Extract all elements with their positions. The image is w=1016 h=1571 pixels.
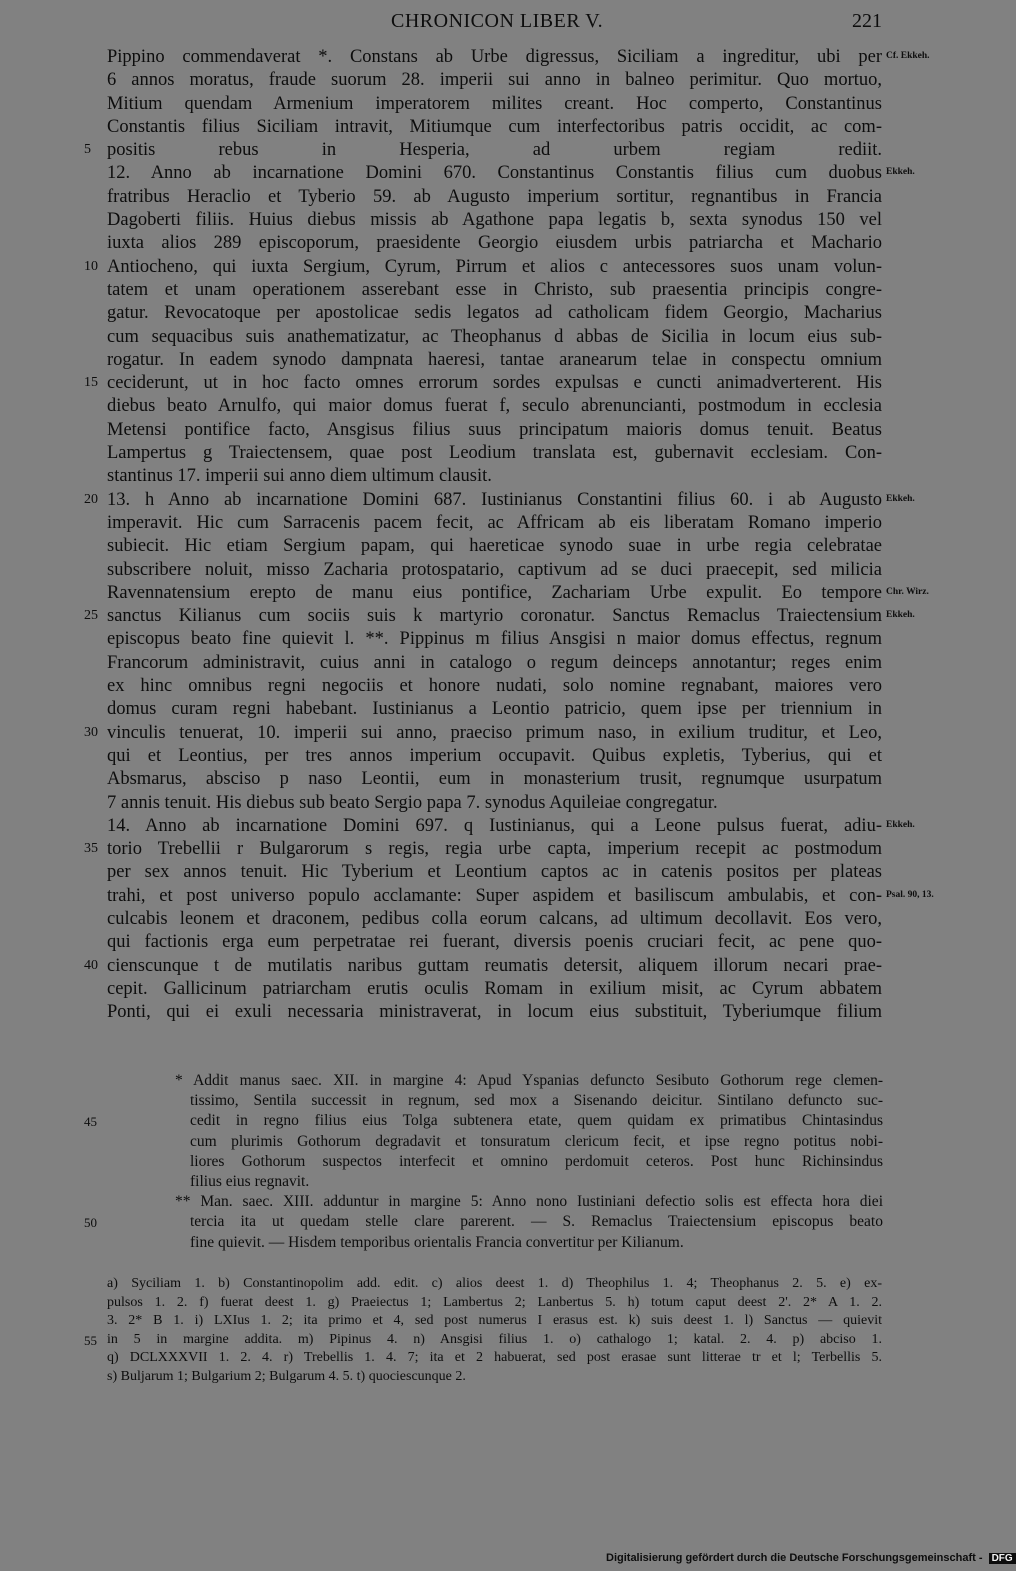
- line-number: 20: [84, 491, 98, 507]
- margin-source: Psal. 90, 13.: [886, 889, 934, 900]
- text-line: [0, 1152, 1000, 1172]
- text-line: [0, 442, 1000, 465]
- text-line: [0, 1111, 1000, 1131]
- margin-source: Chr. Wirz.: [886, 586, 929, 597]
- line-text: imperavit. Hic cum Sarracenis pacem fecit, ac Affricam ab eis liberatam Romano imperio: [107, 512, 882, 533]
- text-line: [0, 559, 1000, 582]
- line-text: episcopus beato fine quievit l. **. Pippinus m filius Ansgisi n maior domus effectus, regnum: [107, 629, 882, 650]
- line-number: 10: [84, 258, 98, 274]
- line-text: cedit in regno filius eius Tolga subtenera etate, quem quidam ex primatibus Chintasindus: [190, 1112, 883, 1130]
- text-line: [0, 582, 1000, 605]
- text-line: [0, 1331, 1000, 1350]
- line-number: 25: [84, 608, 98, 624]
- line-text: filius eius regnavit.: [190, 1172, 310, 1190]
- text-line: [0, 162, 1000, 185]
- line-text: ** Man. saec. XIII. adduntur in margine 5: Anno nono Iustiniani defectio solis est effecta hora diei: [175, 1193, 883, 1211]
- text-line: [0, 489, 1000, 512]
- line-text: cum sequacibus suis anathematizatur, ac Theophanus d abbas de Sicilia in locum eius sub-: [107, 326, 882, 347]
- line-text: Ponti, qui ei exuli necessaria ministraverat, in locum eius substituit, Tyberiumque filium: [107, 1002, 882, 1023]
- line-text: tissimo, Sentila successit in regnum, sed mox a Sisenando deicitur. Sintilano defuncto suc-: [190, 1092, 883, 1110]
- text-line: [0, 209, 1000, 232]
- text-line: [0, 1001, 1000, 1024]
- line-text: positis rebus in Hesperia, ad urbem regiam rediit.: [107, 140, 882, 161]
- line-text: 7 annis tenuit. His diebus sub beato Sergio papa 7. synodus Aquileiae congregatur.: [107, 792, 718, 813]
- line-text: gatur. Revocatoque per apostolicae sedis legatos ad catholicam fidem Georgio, Macharius: [107, 303, 882, 324]
- line-text: cienscunque t de mutilatis naribus guttam reumatis detersit, aliquem illorum necari prae-: [107, 955, 882, 976]
- margin-source: Ekkeh.: [886, 167, 915, 178]
- text-line: [0, 698, 1000, 721]
- text-line: [0, 256, 1000, 279]
- text-line: [0, 1368, 1000, 1387]
- text-line: [0, 1312, 1000, 1331]
- line-text: 12. Anno ab incarnatione Domini 670. Constantinus Constantis filius cum duobus: [107, 163, 882, 184]
- line-text: sanctus Kilianus cum sociis suis k martyrio coronatur. Sanctus Remaclus Traiectensium: [107, 606, 882, 627]
- line-text: s) Buljarum 1; Bulgarium 2; Bulgarum 4. 5. t) quociescunque 2.: [107, 1368, 466, 1384]
- line-text: culcabis leonem et draconem, pedibus colla eorum calcans, ad ultimum decollavit. Eos vero,: [107, 908, 882, 929]
- text-line: [0, 745, 1000, 768]
- line-text: * Addit manus saec. XII. in margine 4: Apud Yspanias defuncto Sesibuto Gothorum rege clemen-: [175, 1072, 883, 1089]
- line-text: 14. Anno ab incarnatione Domini 697. q Iustinianus, qui a Leone pulsus fuerat, adiu-: [107, 815, 882, 836]
- line-text: diebus beato Arnulfo, qui maior domus fuerat f, seculo abrenuncianti, postmodum in ecclesia: [107, 396, 882, 417]
- line-text: rogatur. In eadem synodo dampnata haeresi, tantae aranearum telae in conspectu omnium: [107, 349, 882, 370]
- footer-credit-text: Digitalisierung gefördert durch die Deutsche Forschungsgemeinschaft -: [606, 1552, 983, 1564]
- text-line: [0, 1349, 1000, 1368]
- line-text: Metensi pontifice facto, Ansgisus filius suus principatum maioris domus tenuit. Beatus: [107, 419, 882, 440]
- line-text: Antiocheno, qui iuxta Sergium, Cyrum, Pirrum et alios c antecessores suos unam volun-: [107, 256, 882, 277]
- text-line: [0, 93, 1000, 116]
- line-text: pulsos 1. 2. f) fuerat deest 1. g) Praeiectus 1; Lambertus 2; Lanbertus 5. h) totum caput deest 2'. 2* A 1. 2.: [107, 1294, 882, 1310]
- text-line: [0, 1233, 1000, 1253]
- line-text: ex hinc omnibus regni negociis et honore nudati, solo nomine regnabant, maiores vero: [107, 676, 882, 697]
- dfg-logo: DFG: [989, 1553, 1016, 1564]
- margin-source: Ekkeh.: [886, 493, 915, 504]
- text-line: [0, 69, 1000, 92]
- line-text: tercia ita ut quedam stelle clare parerent. — S. Remaclus Traiectensium episcopus beato: [190, 1213, 883, 1231]
- line-text: Dagoberti filiis. Huius diebus missis ab Agathone papa legatis b, sexta synodus 150 vel: [107, 210, 882, 231]
- text-line: [0, 1192, 1000, 1212]
- line-text: fine quievit. — Hisdem temporibus orientalis Francia convertitur per Kilianum.: [190, 1233, 684, 1251]
- text-line: [0, 279, 1000, 302]
- text-line: [0, 628, 1000, 651]
- text-line: [0, 512, 1000, 535]
- text-line: [0, 46, 1000, 69]
- line-text: Pippino commendaverat *. Constans ab Urbe digressus, Siciliam a ingreditur, ubi per: [107, 47, 882, 67]
- variant-readings: [0, 1275, 1000, 1387]
- line-text: cepit. Gallicinum patriarcham erutis oculis Romam in exilium misit, ac Cyrum abbatem: [107, 978, 882, 999]
- text-line: [0, 535, 1000, 558]
- text-line: [0, 1275, 1000, 1294]
- line-text: torio Trebellii r Bulgarorum s regis, regia urbe capta, imperium recepit ac postmodum: [107, 839, 882, 860]
- line-text: subiecit. Hic etiam Sergium papam, qui haereticae synodo suae in urbe regia celebratae: [107, 536, 882, 557]
- text-line: [0, 955, 1000, 978]
- text-line: [0, 465, 1000, 488]
- line-text: liores Gothorum suspectos interfecit et omnino perdomuit ceteros. Post hunc Richinsindus: [190, 1152, 883, 1170]
- margin-source: Ekkeh.: [886, 819, 915, 830]
- text-line: [0, 908, 1000, 931]
- line-text: iuxta alios 289 episcoporum, praesidente Georgio eiusdem urbis patriarcha et Machario: [107, 233, 882, 254]
- text-line: [0, 861, 1000, 884]
- text-line: [0, 931, 1000, 954]
- line-number: 50: [84, 1215, 97, 1231]
- line-text: per sex annos tenuit. Hic Tyberium et Leontium captos ac in catenis positos per plateas: [107, 862, 882, 883]
- line-text: qui et Leontius, per tres annos imperium occupavit. Quibus expletis, Tyberius, qui et: [107, 745, 882, 766]
- text-line: [0, 1294, 1000, 1313]
- text-line: [0, 326, 1000, 349]
- margin-source: Ekkeh.: [886, 610, 915, 621]
- line-text: tatem et unam operationem asserebant esse in Christo, sub praesentia principis congre-: [107, 279, 882, 300]
- line-text: ceciderunt, ut in hoc facto omnes errorum sordes expulsas e cuncti animadverterent. His: [107, 373, 882, 394]
- text-line: [0, 605, 1000, 628]
- running-head-title: CHRONICON LIBER V.: [391, 10, 604, 32]
- line-text: Absmarus, absciso p naso Leontii, eum in monasterium trusit, regnumque usurpatum: [107, 769, 882, 790]
- line-number: 40: [84, 957, 98, 973]
- line-number: 35: [84, 841, 98, 857]
- text-line: [0, 1091, 1000, 1111]
- text-line: [0, 349, 1000, 372]
- text-line: [0, 768, 1000, 791]
- line-text: Ravennatensium erepto de manu eius pontifice, Zachariam Urbe expulit. Eo tempore: [107, 582, 882, 603]
- text-line: [0, 838, 1000, 861]
- line-text: Francorum administravit, cuius anni in catalogo o regum deinceps annotantur; reges enim: [107, 652, 882, 673]
- line-text: stantinus 17. imperii sui anno diem ultimum clausit.: [107, 466, 492, 487]
- line-text: subscribere noluit, misso Zacharia protospatario, captivum ad se duci praecepit, sed milicia: [107, 559, 882, 580]
- line-text: Lampertus g Traiectensem, quae post Leodium translata est, gubernavit ecclesiam. Con-: [107, 443, 882, 464]
- text-line: [0, 652, 1000, 675]
- text-line: [0, 675, 1000, 698]
- line-text: domus curam regni habebant. Iustinianus a Leontio patricio, quem ipse per triennium in: [107, 699, 882, 720]
- line-text: cum plurimis Gothorum degradavit et tonsuratum clericum fecit, et ipse regno potitus nobi-: [190, 1132, 883, 1150]
- line-text: in 5 in margine addita. m) Pipinus 4. n) Ansgisi filius 1. o) cathalogo 1; katal. 2. 4. p) abciso 1.: [107, 1331, 882, 1347]
- text-line: [0, 1071, 1000, 1091]
- text-line: [0, 1212, 1000, 1232]
- text-line: [0, 139, 1000, 162]
- footer-credit: [606, 1552, 1013, 1568]
- page-number: 221: [852, 10, 882, 32]
- text-line: [0, 419, 1000, 442]
- text-line: [0, 978, 1000, 1001]
- line-number: 30: [84, 724, 98, 740]
- text-line: [0, 722, 1000, 745]
- line-text: Constantis filius Siciliam intravit, Mitiumque cum interfectoribus patris occidit, ac com-: [107, 116, 882, 137]
- line-number: 55: [84, 1332, 97, 1348]
- line-number: 45: [84, 1114, 97, 1130]
- line-text: fratribus Heraclio et Tyberio 59. ab Augusto imperium sortitur, regnantibus in Francia: [107, 186, 882, 207]
- line-text: q) DCLXXXVII 1. 2. 4. r) Trebellis 1. 4. 7; ita et 2 habuerat, sed post erasae sunt litterae tr et l; Terbellis 5.: [107, 1350, 882, 1366]
- line-text: vinculis tenuerat, 10. imperii sui anno, praeciso primum naso, in exilium truditur, et Leo,: [107, 722, 882, 743]
- text-line: [0, 815, 1000, 838]
- line-text: a) Syciliam 1. b) Constantinopolim add. edit. c) alios deest 1. d) Theophilus 1. 4; Theophanus 2. 5. e) ex-: [107, 1276, 882, 1291]
- line-text: trahi, et post universo populo acclamante: Super aspidem et basiliscum ambulabis, et con-: [107, 885, 882, 906]
- line-text: qui factionis erga eum perpetratae rei fuerant, diversis poenis cruciari fecit, ac pene quo-: [107, 932, 882, 953]
- line-text: 3. 2* B 1. i) LXIus 1. 2; ita primo et 4, sed post numerus I erasus est. k) suis deest 1. l) Sanctus — quievit: [107, 1313, 882, 1329]
- text-line: [0, 186, 1000, 209]
- text-line: [0, 232, 1000, 255]
- text-line: [0, 116, 1000, 139]
- text-line: [0, 372, 1000, 395]
- line-text: 13. h Anno ab incarnatione Domini 687. Iustinianus Constantini filius 60. i ab Augusto: [107, 489, 882, 510]
- running-head: [0, 10, 1000, 40]
- line-text: 6 annos moratus, fraude suorum 28. imperii sui anno in balneo perimitur. Quo mortuo,: [107, 70, 882, 91]
- text-line: [0, 1132, 1000, 1152]
- line-text: Mitium quendam Armenium imperatorem milites creant. Hoc comperto, Constantinus: [107, 93, 882, 114]
- line-number: 15: [84, 375, 98, 391]
- text-line: [0, 302, 1000, 325]
- text-line: [0, 1172, 1000, 1192]
- main-text: [0, 46, 1000, 1024]
- text-line: [0, 792, 1000, 815]
- marginal-notes: [0, 1071, 1000, 1253]
- margin-source: Cf. Ekkeh.: [886, 51, 930, 61]
- text-line: [0, 885, 1000, 908]
- line-number: 5: [84, 142, 91, 158]
- text-line: [0, 395, 1000, 418]
